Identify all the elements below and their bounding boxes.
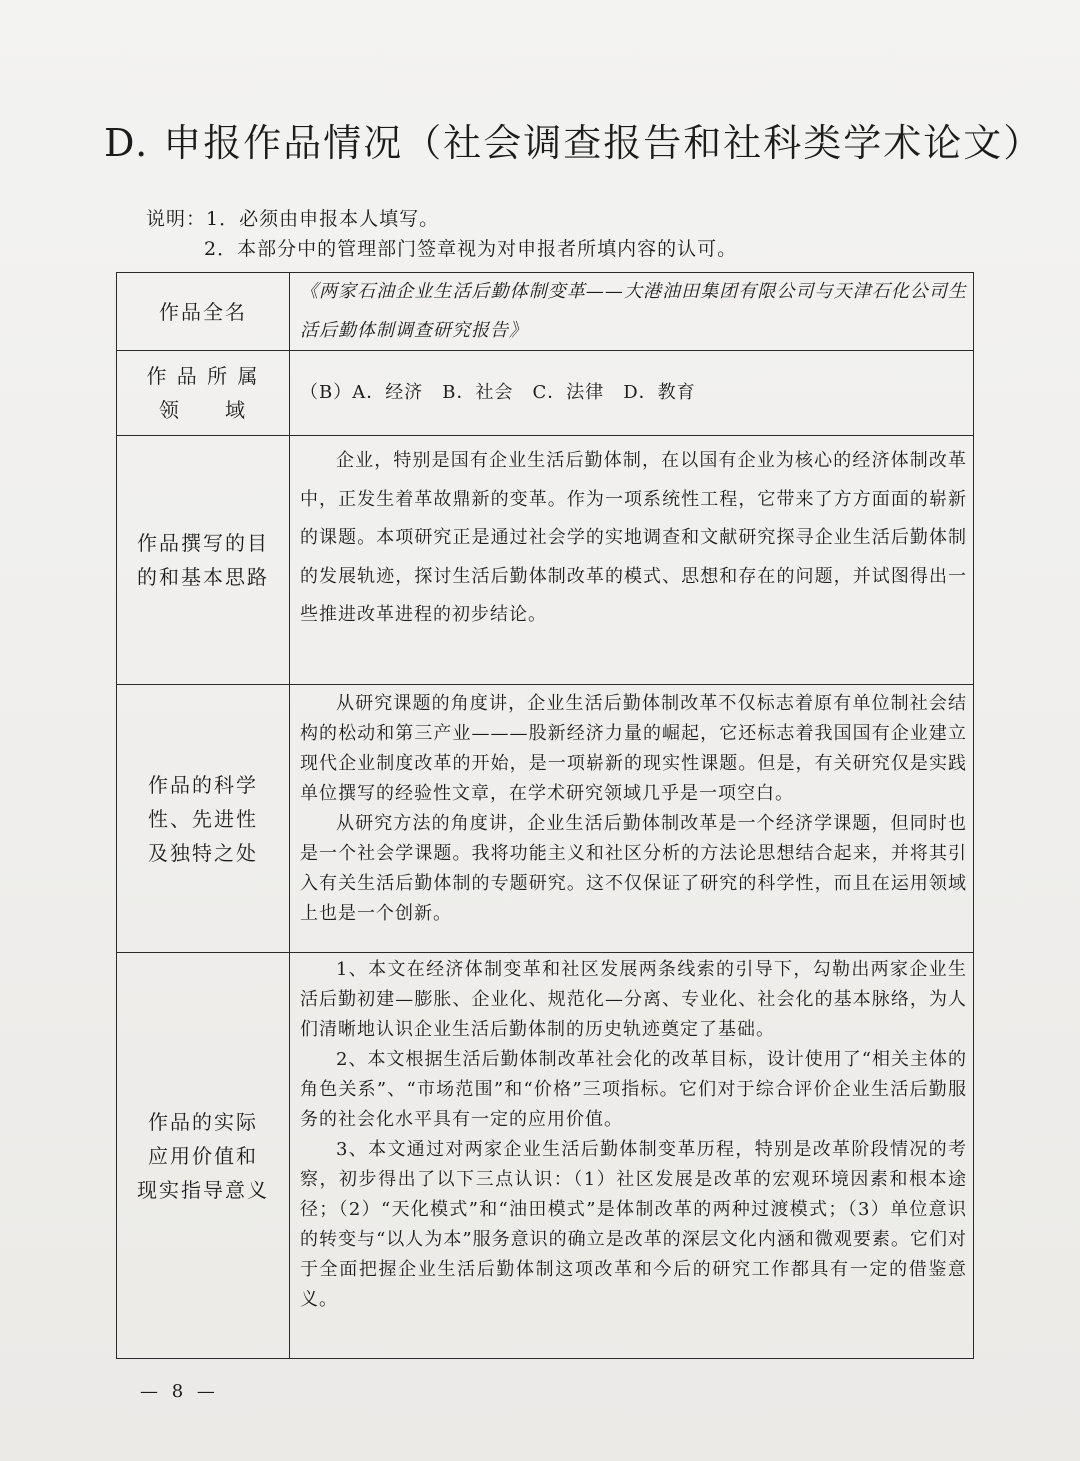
row-innovation	[117, 685, 974, 953]
label-value-line2: 应用价值和	[148, 1143, 258, 1168]
row-field	[117, 351, 974, 436]
label-purpose-line1: 作品撰写的目	[137, 531, 269, 555]
instructions	[146, 204, 737, 264]
instruction-line-1: 说明：1．必须由申报本人填写。	[146, 208, 440, 230]
label-value-line3: 现实指导意义	[137, 1177, 269, 1202]
value-full-name: 《两家石油企业生活后勤体制变革——大港油田集团有限公司与天津石化公司生活后勤体制调查研究报告》	[290, 273, 974, 351]
row-value	[117, 953, 974, 1359]
value-value	[290, 953, 974, 1359]
value-paragraph-3: 3、本文通过对两家企业生活后勤体制变革历程，特别是改革阶段情况的考察，初步得出了以下三点认识：（1）社区发展是改革的宏观环境因素和根本途径；（2）“天化模式”和“油田模式”是体制改革的两种过渡模式；（3）单位意识的转变与“以人为本”服务意识的确立是改革的深层文化内涵和微观要素。它们对于全面把握企业生活后勤体制这项改革和今后的研究工作都具有一定的借鉴意义。	[300, 1139, 967, 1310]
page-title: D. 申报作品情况（社会调查报告和社科类学术论文）	[104, 121, 1044, 165]
label-innovation-line3: 及独特之处	[148, 840, 258, 865]
row-purpose	[117, 436, 974, 685]
application-form-table	[116, 272, 974, 1359]
value-purpose	[290, 436, 974, 685]
value-field: （B）A．经济 B．社会 C．法律 D．教育	[290, 351, 974, 436]
purpose-paragraph: 企业，特别是国有企业生活后勤体制，在以国有企业为核心的经济体制改革中，正发生着革故鼎新的变革。作为一项系统性工程，它带来了方方面面的崭新的课题。本项研究正是通过社会学的实地调查和文献研究探寻企业生活后勤体制的发展轨迹，探讨生活后勤体制改革的模式、思想和存在的问题，并试图得出一些推进改革进程的初步结论。	[300, 450, 967, 625]
innovation-paragraph-2: 从研究方法的角度讲，企业生活后勤体制改革是一个经济学课题，但同时也是一个社会学课题。我将功能主义和社区分析的方法论思想结合起来，并将其引入有关生活后勤体制的专题研究。这不仅保证了研究的科学性，而且在运用领域上也是一个创新。	[300, 813, 967, 924]
value-innovation	[290, 685, 974, 953]
label-innovation	[117, 685, 290, 953]
innovation-paragraph-1: 从研究课题的角度讲，企业生活后勤体制改革不仅标志着原有单位制社会结构的松动和第三产业———股新经济力量的崛起，它还标志着我国国有企业建立现代企业制度改革的开始，是一项崭新的现实性课题。但是，有关研究仅是实践单位撰写的经验性文章，在学术研究领域几乎是一项空白。	[300, 693, 967, 804]
label-value-line1: 作品的实际	[148, 1109, 258, 1134]
value-paragraph-1: 1、本文在经济体制变革和社区发展两条线索的引导下，勾勒出两家企业生活后勤初建—膨胀、企业化、规范化—分离、专业化、社会化的基本脉络，为人们清晰地认识企业生活后勤体制的历史轨迹奠定了基础。	[300, 959, 967, 1040]
row-full-name	[117, 273, 974, 351]
label-purpose	[117, 436, 290, 685]
label-field-line1: 作 品 所 属	[146, 364, 260, 388]
label-field	[117, 351, 290, 436]
label-purpose-line2: 的和基本思路	[137, 565, 269, 589]
value-paragraph-2: 2、本文根据生活后勤体制改革社会化的改革目标，设计使用了“相关主体的角色关系”、“市场范围”和“价格”三项指标。它们对于综合评价企业生活后勤服务的社会化水平具有一定的应用价值。	[300, 1049, 967, 1130]
label-innovation-line1: 作品的科学	[148, 772, 258, 797]
label-full-name: 作品全名	[117, 273, 290, 351]
label-innovation-line2: 性、先进性	[148, 806, 258, 831]
page-number: — 8 —	[140, 1381, 219, 1402]
instruction-line-2: 2．本部分中的管理部门签章视为对申报者所填内容的认可。	[204, 238, 738, 260]
label-value	[117, 953, 290, 1359]
label-field-line2: 领 域	[159, 398, 247, 422]
